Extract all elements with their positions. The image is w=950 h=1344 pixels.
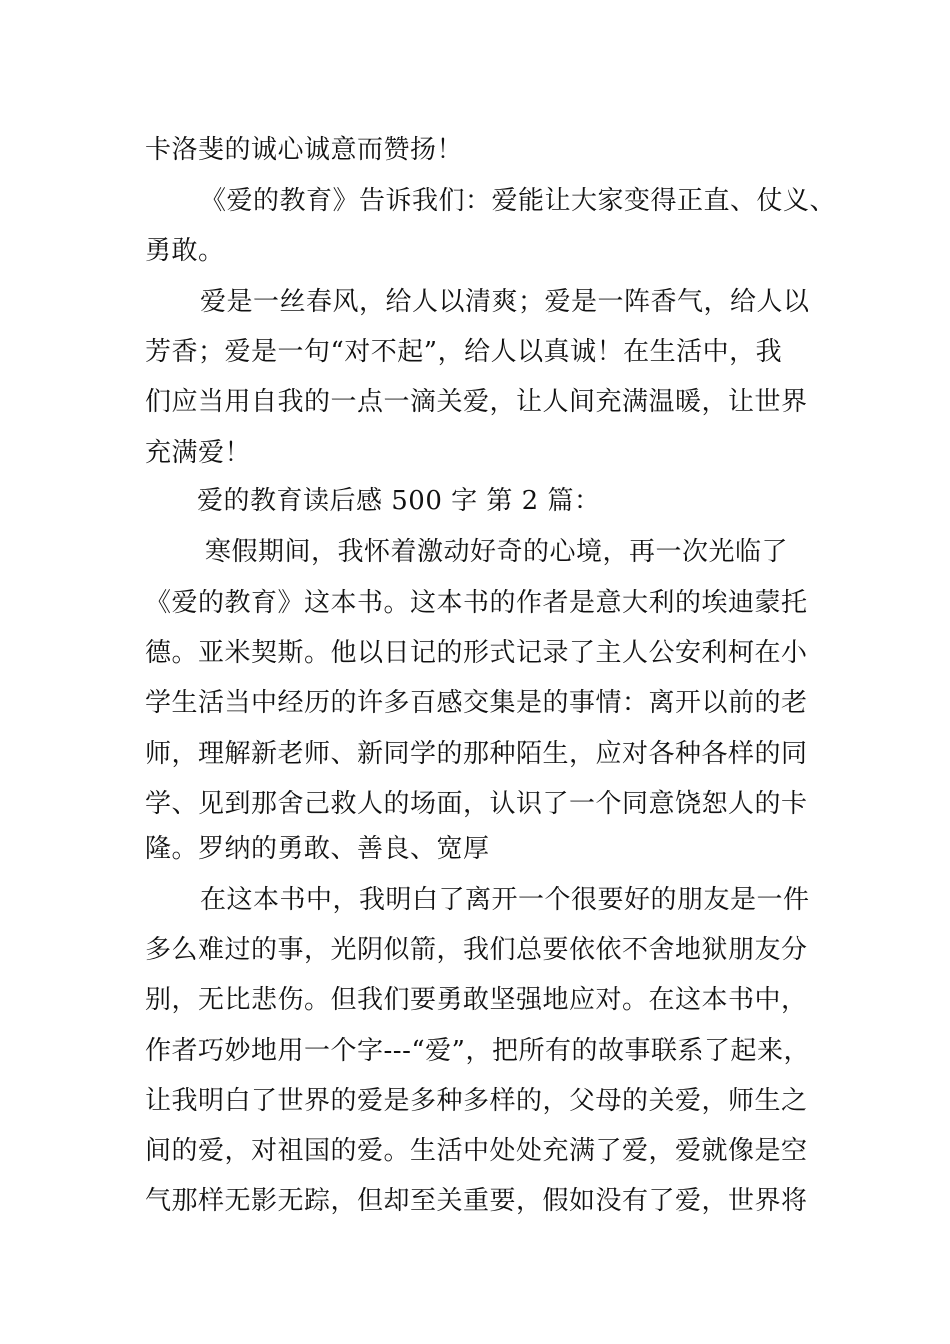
text-line: 多么难过的事，光阴似箭，我们总要依依不舍地狱朋友分 — [145, 935, 808, 965]
text-line: 在这本书中，我明白了离开一个很要好的朋友是一件 — [200, 885, 810, 915]
text-line: 别，无比悲伤。但我们要勇敢坚强地应对。在这本书中， — [145, 985, 808, 1015]
text-line: 卡洛斐的诚心诚意而赞扬！ — [145, 135, 464, 165]
text-line: 作者巧妙地用一个字---“爱”，把所有的故事联系了起来， — [145, 1036, 810, 1066]
text-line: 《爱的教育》告诉我们：爱能让大家变得正直、仗义、 — [200, 186, 837, 216]
text-line: 寒假期间，我怀着激动好奇的心境，再一次光临了 — [205, 537, 789, 567]
text-line: 爱是一丝春风，给人以清爽；爱是一阵香气，给人以 — [200, 287, 810, 317]
text-line: 充满爱！ — [145, 438, 252, 468]
text-line: 隆。罗纳的勇敢、善良、宽厚 — [145, 834, 490, 864]
text-line: 师，理解新老师、新同学的那种陌生，应对各种各样的同 — [145, 739, 808, 769]
text-line: 《爱的教育》这本书。这本书的作者是意大利的埃迪蒙托 — [145, 588, 808, 618]
text-line: 们应当用自我的一点一滴关爱，让人间充满温暖，让世界 — [145, 387, 808, 417]
text-line: 勇敢。 — [145, 236, 225, 266]
text-line: 间的爱，对祖国的爱。生活中处处充满了爱，爱就像是空 — [145, 1136, 808, 1166]
section-heading: 爱的教育读后感 500 字 第 2 篇： — [197, 486, 601, 516]
text-line: 德。亚米契斯。他以日记的形式记录了主人公安利柯在小 — [145, 638, 808, 668]
text-line: 让我明白了世界的爱是多种多样的，父母的关爱，师生之 — [145, 1086, 808, 1116]
text-line: 芳香；爱是一句“对不起”，给人以真诚！在生活中，我 — [145, 337, 783, 367]
text-line: 气那样无影无踪，但却至关重要，假如没有了爱，世界将 — [145, 1186, 808, 1216]
text-line: 学生活当中经历的许多百感交集是的事情：离开以前的老 — [145, 688, 808, 718]
text-line: 学、见到那舍己救人的场面，认识了一个同意饶恕人的卡 — [145, 789, 808, 819]
